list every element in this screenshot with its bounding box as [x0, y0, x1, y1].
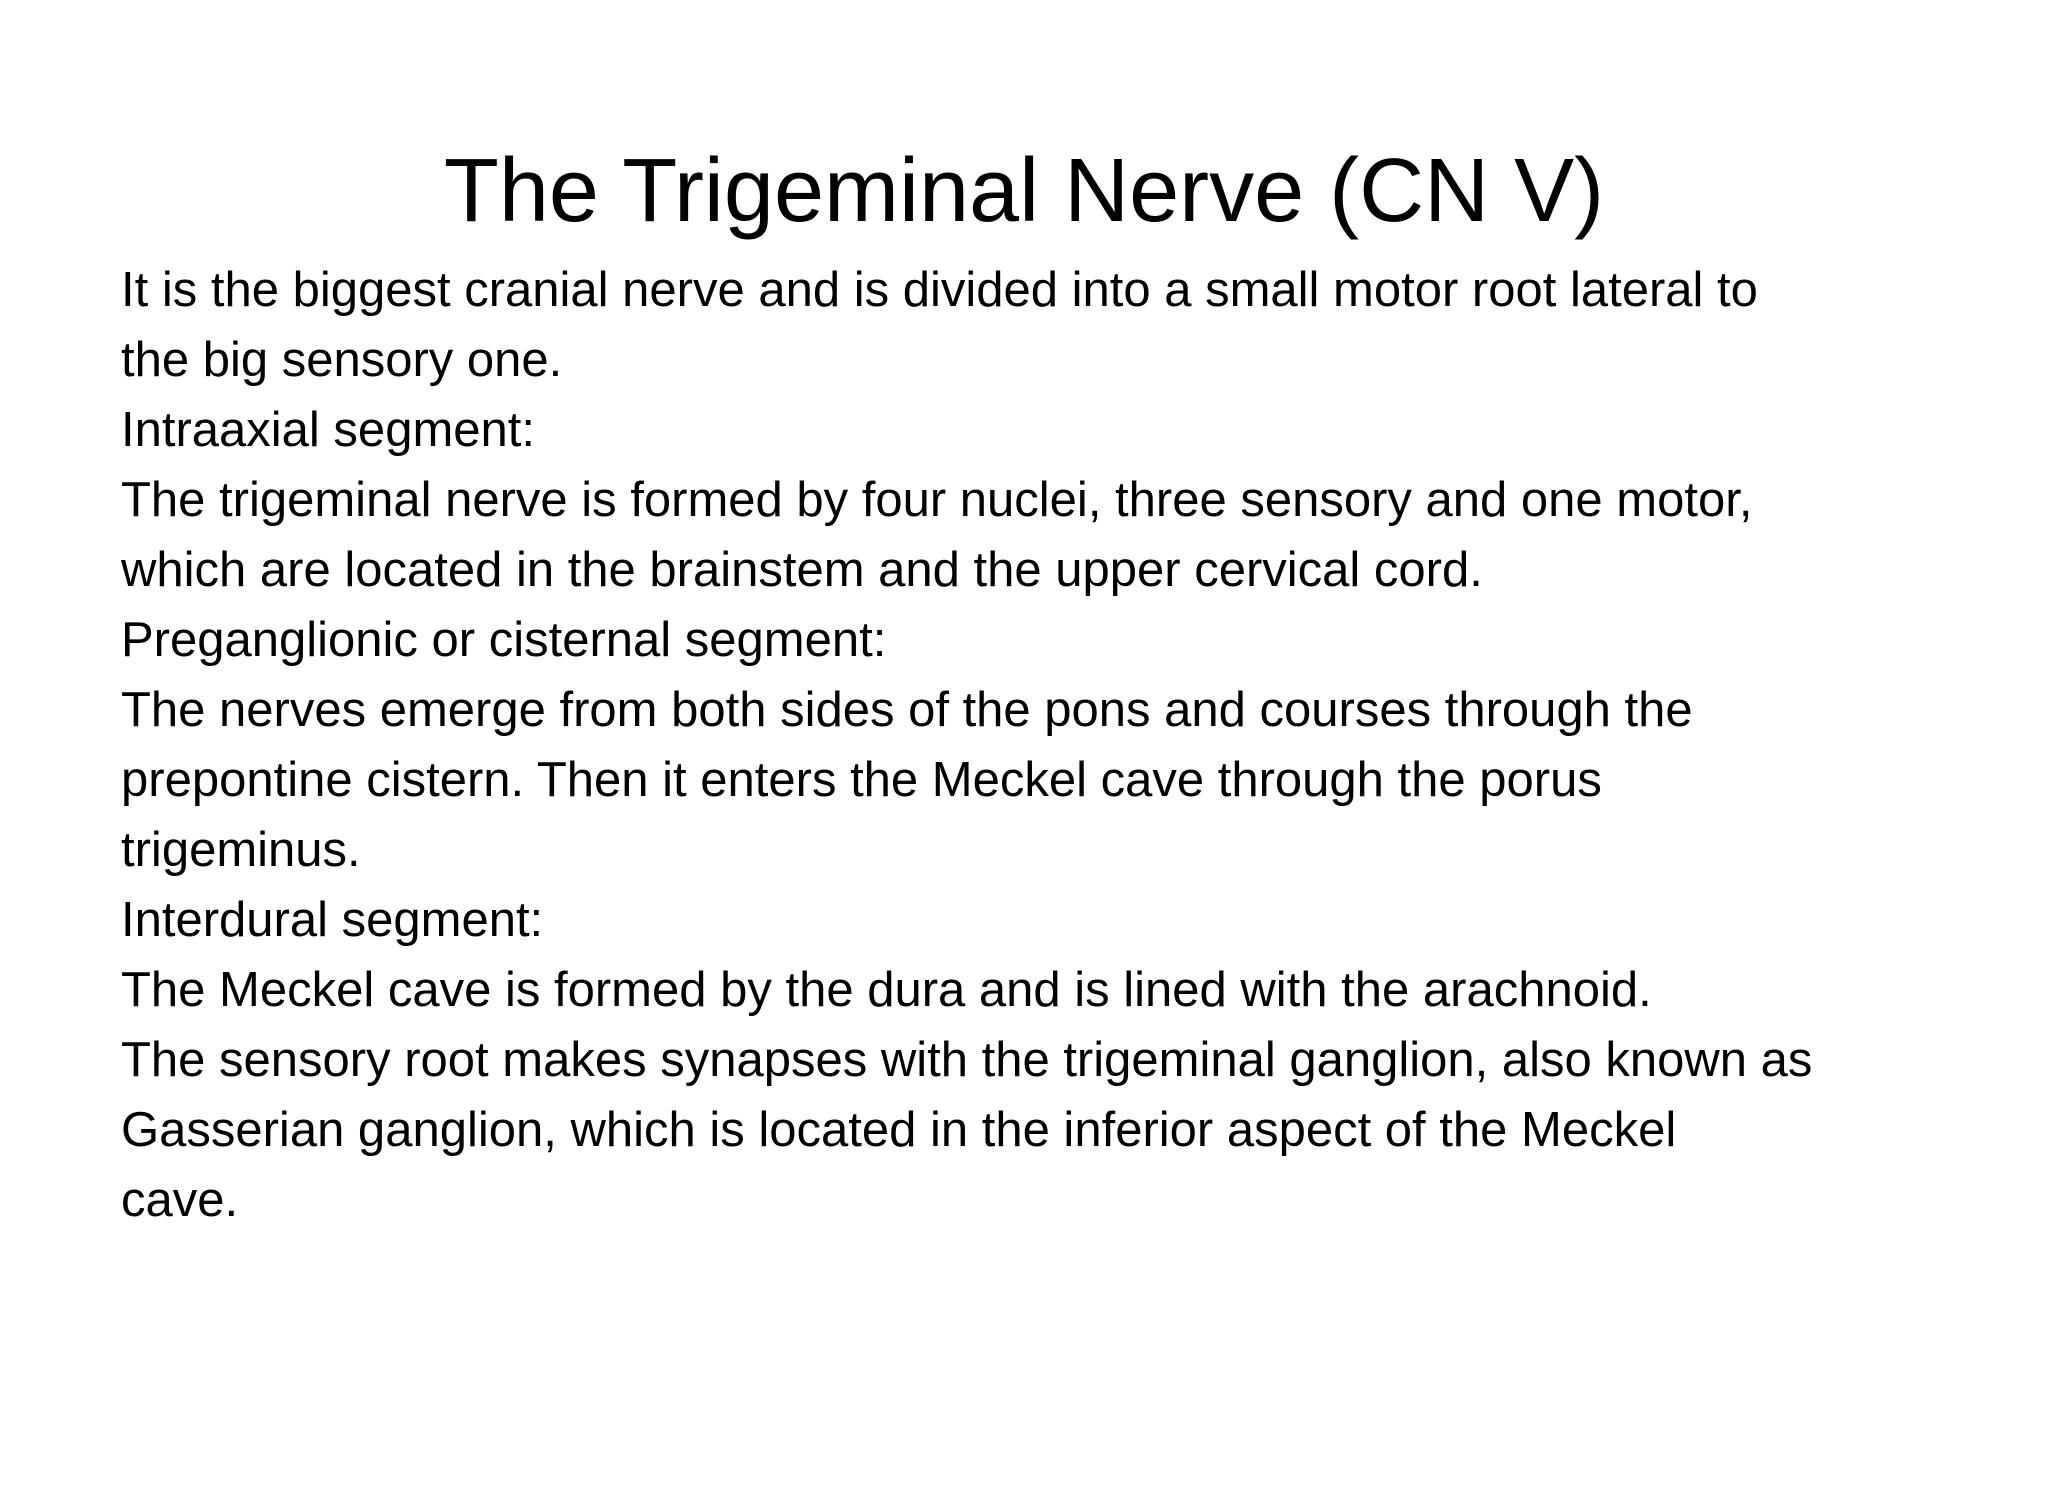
- section-heading-interdural: Interdural segment:: [121, 893, 544, 947]
- body-line: prepontine cistern. Then it enters the Meckel cave through the porus: [121, 753, 1602, 807]
- section-heading-intraaxial: Intraaxial segment:: [121, 403, 535, 457]
- section-heading-preganglionic: Preganglionic or cisternal segment:: [121, 613, 887, 667]
- body-line: The trigeminal nerve is formed by four nuclei, three sensory and one motor,: [121, 473, 1753, 527]
- body-line: trigeminus.: [121, 823, 361, 877]
- body-line: Gasserian ganglion, which is located in the inferior aspect of the Meckel: [121, 1103, 1677, 1157]
- body-line: The nerves emerge from both sides of the pons and courses through the: [121, 683, 1693, 737]
- body-line: which are located in the brainstem and the upper cervical cord.: [121, 543, 1483, 597]
- slide-title: The Trigeminal Nerve (CN V): [443, 141, 1605, 241]
- slide-body: [121, 255, 1961, 1235]
- body-line: It is the biggest cranial nerve and is divided into a small motor root lateral to: [121, 263, 1758, 317]
- body-line: the big sensory one.: [121, 333, 563, 387]
- body-line: The sensory root makes synapses with the trigeminal ganglion, also known as: [121, 1033, 1813, 1087]
- body-line: The Meckel cave is formed by the dura and is lined with the arachnoid.: [121, 963, 1652, 1017]
- body-line: cave.: [121, 1173, 239, 1227]
